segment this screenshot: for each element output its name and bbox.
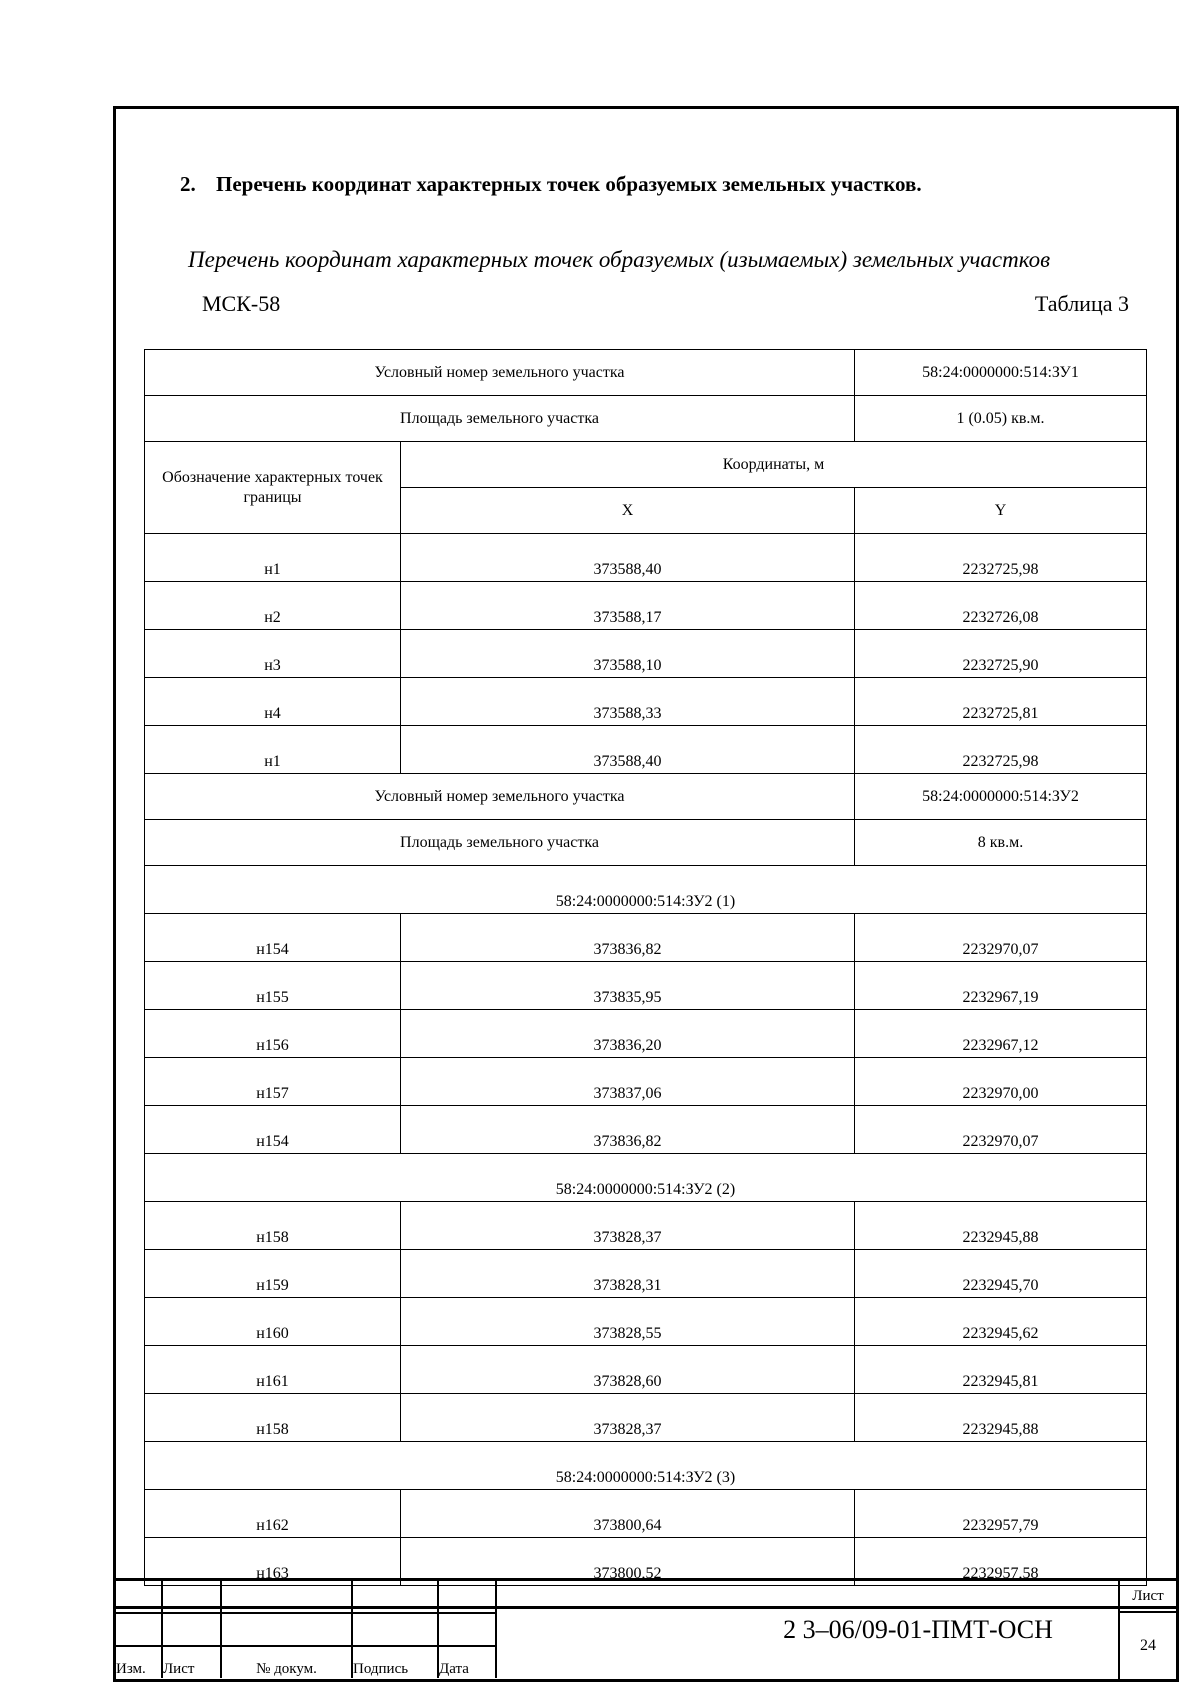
table-row <box>145 534 1147 582</box>
point-y: 2232970,00 <box>855 1058 1147 1106</box>
point-x: 373828,37 <box>401 1202 855 1250</box>
point-name: н163 <box>145 1538 401 1586</box>
plot-number-value: 58:24:0000000:514:ЗУ2 <box>855 774 1147 820</box>
plot-number-label: Условный номер земельного участка <box>145 774 855 820</box>
table-row <box>145 726 1147 774</box>
title-block <box>113 1578 1179 1682</box>
point-x: 373828,31 <box>401 1250 855 1298</box>
point-x: 373836,20 <box>401 1010 855 1058</box>
plot-area-label: Площадь земельного участка <box>145 396 855 442</box>
point-x: 373588,17 <box>401 582 855 630</box>
table-number: Таблица 3 <box>1034 291 1129 316</box>
table-row <box>145 1298 1147 1346</box>
plot-area-label: Площадь земельного участка <box>145 820 855 866</box>
point-y: 2232967,19 <box>855 962 1147 1010</box>
point-x: 373800,52 <box>401 1538 855 1586</box>
contour-title: 58:24:0000000:514:ЗУ2 (2) <box>145 1154 1147 1202</box>
table-row <box>145 962 1147 1010</box>
point-name: н154 <box>145 914 401 962</box>
point-y: 2232725,98 <box>855 534 1147 582</box>
point-y: 2232945,88 <box>855 1202 1147 1250</box>
point-name: н3 <box>145 630 401 678</box>
point-y: 2232945,81 <box>855 1346 1147 1394</box>
stamp-col-izm: Изм. <box>116 1646 162 1678</box>
point-name: н159 <box>145 1250 401 1298</box>
contour-title-row <box>145 866 1147 914</box>
table-row <box>145 1106 1147 1154</box>
table-row <box>145 1250 1147 1298</box>
stamp-col-sign: Подпись <box>352 1646 438 1678</box>
point-name: н1 <box>145 534 401 582</box>
point-y: 2232945,88 <box>855 1394 1147 1442</box>
point-y: 2232945,70 <box>855 1250 1147 1298</box>
contour-title-row <box>145 1154 1147 1202</box>
x-column-header: X <box>401 488 855 534</box>
point-x: 373588,40 <box>401 534 855 582</box>
point-x: 373828,55 <box>401 1298 855 1346</box>
table-row <box>145 582 1147 630</box>
point-y: 2232970,07 <box>855 1106 1147 1154</box>
plot-area-row <box>145 396 1147 442</box>
section-title: Перечень координат характерных точек образуемых земельных участков. <box>216 172 922 196</box>
point-name: н162 <box>145 1490 401 1538</box>
table-row <box>145 914 1147 962</box>
point-y: 2232957,58 <box>855 1538 1147 1586</box>
table-row <box>145 1346 1147 1394</box>
coordinate-system: МСК-58 <box>202 291 281 316</box>
stamp-col-doc: № докум. <box>221 1646 352 1678</box>
point-name: н158 <box>145 1394 401 1442</box>
point-x: 373835,95 <box>401 962 855 1010</box>
table-row <box>145 1058 1147 1106</box>
plot-area-value: 8 кв.м. <box>855 820 1147 866</box>
table-row <box>145 1202 1147 1250</box>
point-y: 2232967,12 <box>855 1010 1147 1058</box>
sheet-label: Лист <box>1120 1581 1176 1613</box>
point-name: н1 <box>145 726 401 774</box>
point-name: н156 <box>145 1010 401 1058</box>
point-name: н4 <box>145 678 401 726</box>
plot-area-value: 1 (0.05) кв.м. <box>855 396 1147 442</box>
plot-number-label: Условный номер земельного участка <box>145 350 855 396</box>
point-name: н154 <box>145 1106 401 1154</box>
stamp-col-list: Лист <box>162 1646 221 1678</box>
point-x: 373836,82 <box>401 1106 855 1154</box>
table-row <box>145 1394 1147 1442</box>
contour-title-row <box>145 1442 1147 1490</box>
point-name: н160 <box>145 1298 401 1346</box>
plot-number-row <box>145 774 1147 820</box>
stamp-col-date: Дата <box>438 1646 496 1678</box>
y-column-header: Y <box>855 488 1147 534</box>
point-x: 373588,10 <box>401 630 855 678</box>
section-number: 2. <box>180 172 196 196</box>
plot-area-row <box>145 820 1147 866</box>
table-row <box>145 1490 1147 1538</box>
table-row <box>145 630 1147 678</box>
point-y: 2232957,79 <box>855 1490 1147 1538</box>
point-y: 2232970,07 <box>855 914 1147 962</box>
contour-title: 58:24:0000000:514:ЗУ2 (1) <box>145 866 1147 914</box>
header-row <box>145 442 1147 488</box>
point-x: 373828,37 <box>401 1394 855 1442</box>
point-x: 373800,64 <box>401 1490 855 1538</box>
revision-grid <box>116 1581 497 1678</box>
table-row <box>145 1010 1147 1058</box>
section-heading <box>180 172 922 197</box>
point-y: 2232725,90 <box>855 630 1147 678</box>
point-x: 373828,60 <box>401 1346 855 1394</box>
table-caption: Перечень координат характерных точек образуемых (изымаемых) земельных участков <box>188 247 1051 272</box>
document-code: 2 3–06/09-01-ПМТ-ОСН <box>783 1615 1053 1644</box>
point-x: 373836,82 <box>401 914 855 962</box>
point-name: н2 <box>145 582 401 630</box>
sheet-box <box>1118 1581 1176 1679</box>
contour-title: 58:24:0000000:514:ЗУ2 (3) <box>145 1442 1147 1490</box>
table-row <box>145 678 1147 726</box>
point-name: н157 <box>145 1058 401 1106</box>
point-x: 373837,06 <box>401 1058 855 1106</box>
point-y: 2232726,08 <box>855 582 1147 630</box>
point-x: 373588,33 <box>401 678 855 726</box>
point-y: 2232945,62 <box>855 1298 1147 1346</box>
coords-column-header: Координаты, м <box>401 442 1147 488</box>
point-name: н161 <box>145 1346 401 1394</box>
point-column-header: Обозначение характерных точек границы <box>145 442 401 534</box>
point-y: 2232725,98 <box>855 726 1147 774</box>
plot-number-value: 58:24:0000000:514:ЗУ1 <box>855 350 1147 396</box>
point-name: н158 <box>145 1202 401 1250</box>
coordinates-table <box>144 349 1147 1586</box>
plot-number-row <box>145 350 1147 396</box>
sheet-number: 24 <box>1140 1637 1156 1654</box>
point-x: 373588,40 <box>401 726 855 774</box>
point-name: н155 <box>145 962 401 1010</box>
point-y: 2232725,81 <box>855 678 1147 726</box>
